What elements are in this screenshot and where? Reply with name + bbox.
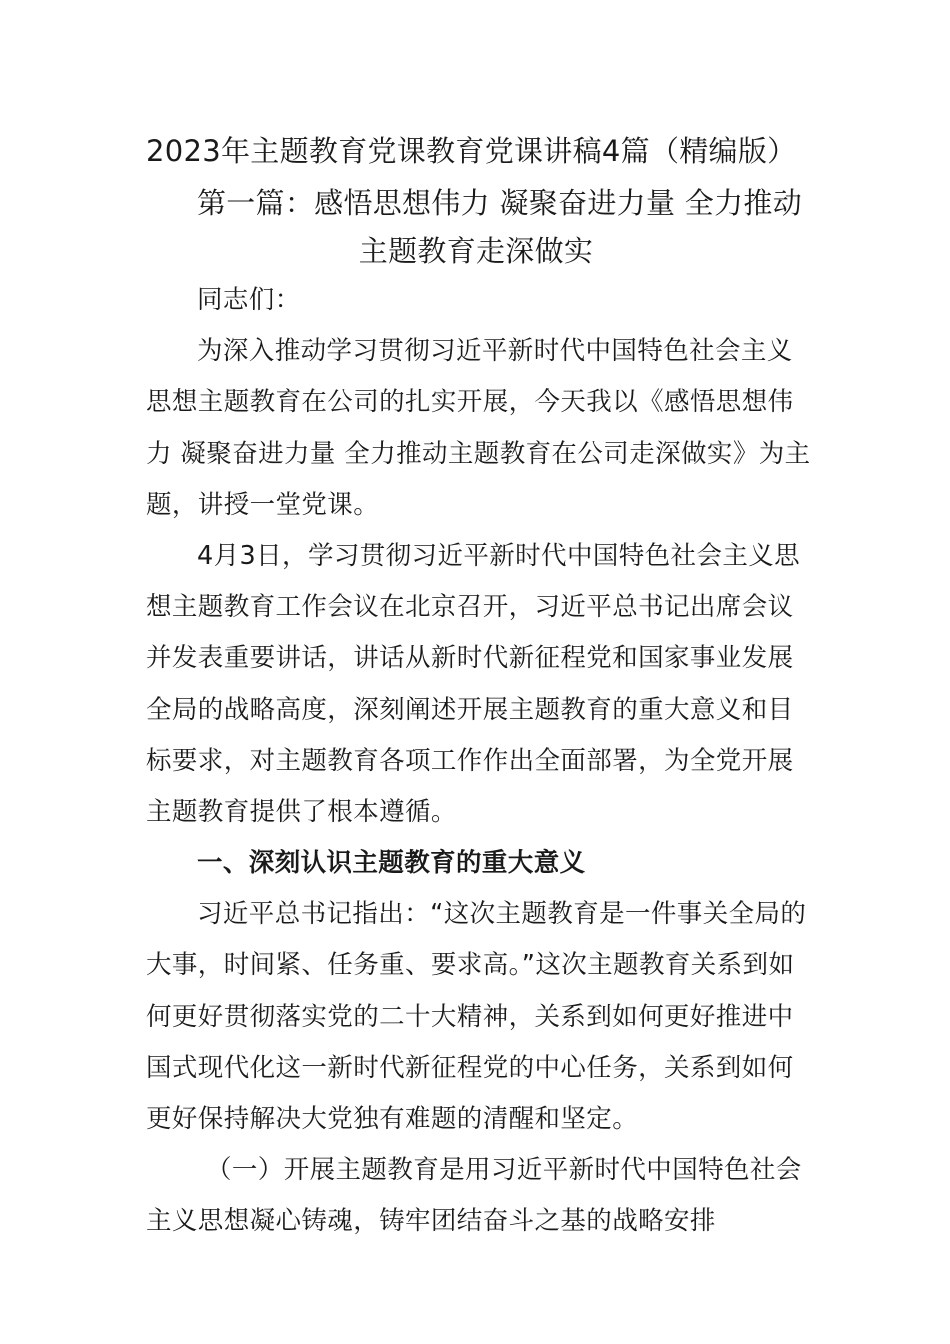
document-body (146, 275, 811, 1248)
article-title-line-2: 主题教育走深做实 (358, 234, 594, 268)
paragraph-line: 主题教育提供了根本遵循。 (146, 796, 457, 827)
subsection-heading-continued: 主义思想凝心铸魂，铸牢团结奋斗之基的战略安排 (146, 1206, 716, 1237)
paragraph-line: 更好保持解决大党独有难题的清醒和坚定。 (146, 1104, 639, 1134)
paragraph-line: 何更好贯彻落实党的二十大精神，关系到如何更好推进中 (146, 1001, 794, 1032)
paragraph-line: 想主题教育工作会议在北京召开，习近平总书记出席会议 (146, 592, 794, 623)
paragraph-line: 大事，时间紧、任务重、要求高。”这次主题教育关系到如 (146, 950, 795, 981)
paragraph-line: 4月3日，学习贯彻习近平新时代中国特色社会主义思 (197, 540, 801, 571)
salutation: 同志们： (197, 285, 301, 315)
paragraph-line: 全局的战略高度，深刻阐述开展主题教育的重大意义和目 (146, 694, 794, 725)
paragraph-line: 标要求，对主题教育各项工作作出全面部署，为全党开展 (146, 745, 794, 776)
section-heading: 一、深刻认识主题教育的重大意义 (197, 848, 586, 879)
paragraph-line: 并发表重要讲话，讲话从新时代新征程党和国家事业发展 (146, 643, 794, 674)
paragraph-line: 题，讲授一堂党课。 (146, 489, 380, 520)
paragraph-line: 思想主题教育在公司的扎实开展，今天我以《感悟思想伟 (146, 387, 794, 418)
paragraph-line: 力 凝聚奋进力量 全力推动主题教育在公司走深做实》为主 (146, 438, 811, 469)
paragraph-line: 国式现代化这一新时代新征程党的中心任务，关系到如何 (146, 1052, 794, 1083)
paragraph-line: 为深入推动学习贯彻习近平新时代中国特色社会主义 (197, 336, 793, 367)
document-title: 2023年主题教育党课教育党课讲稿4篇（精编版） (146, 134, 797, 168)
article-title-line-1: 第一篇：感悟思想伟力 凝聚奋进力量 全力推动 (196, 186, 802, 220)
paragraph-line: 习近平总书记指出：“这次主题教育是一件事关全局的 (197, 899, 807, 930)
subsection-heading: （一）开展主题教育是用习近平新时代中国特色社会 (206, 1155, 802, 1186)
